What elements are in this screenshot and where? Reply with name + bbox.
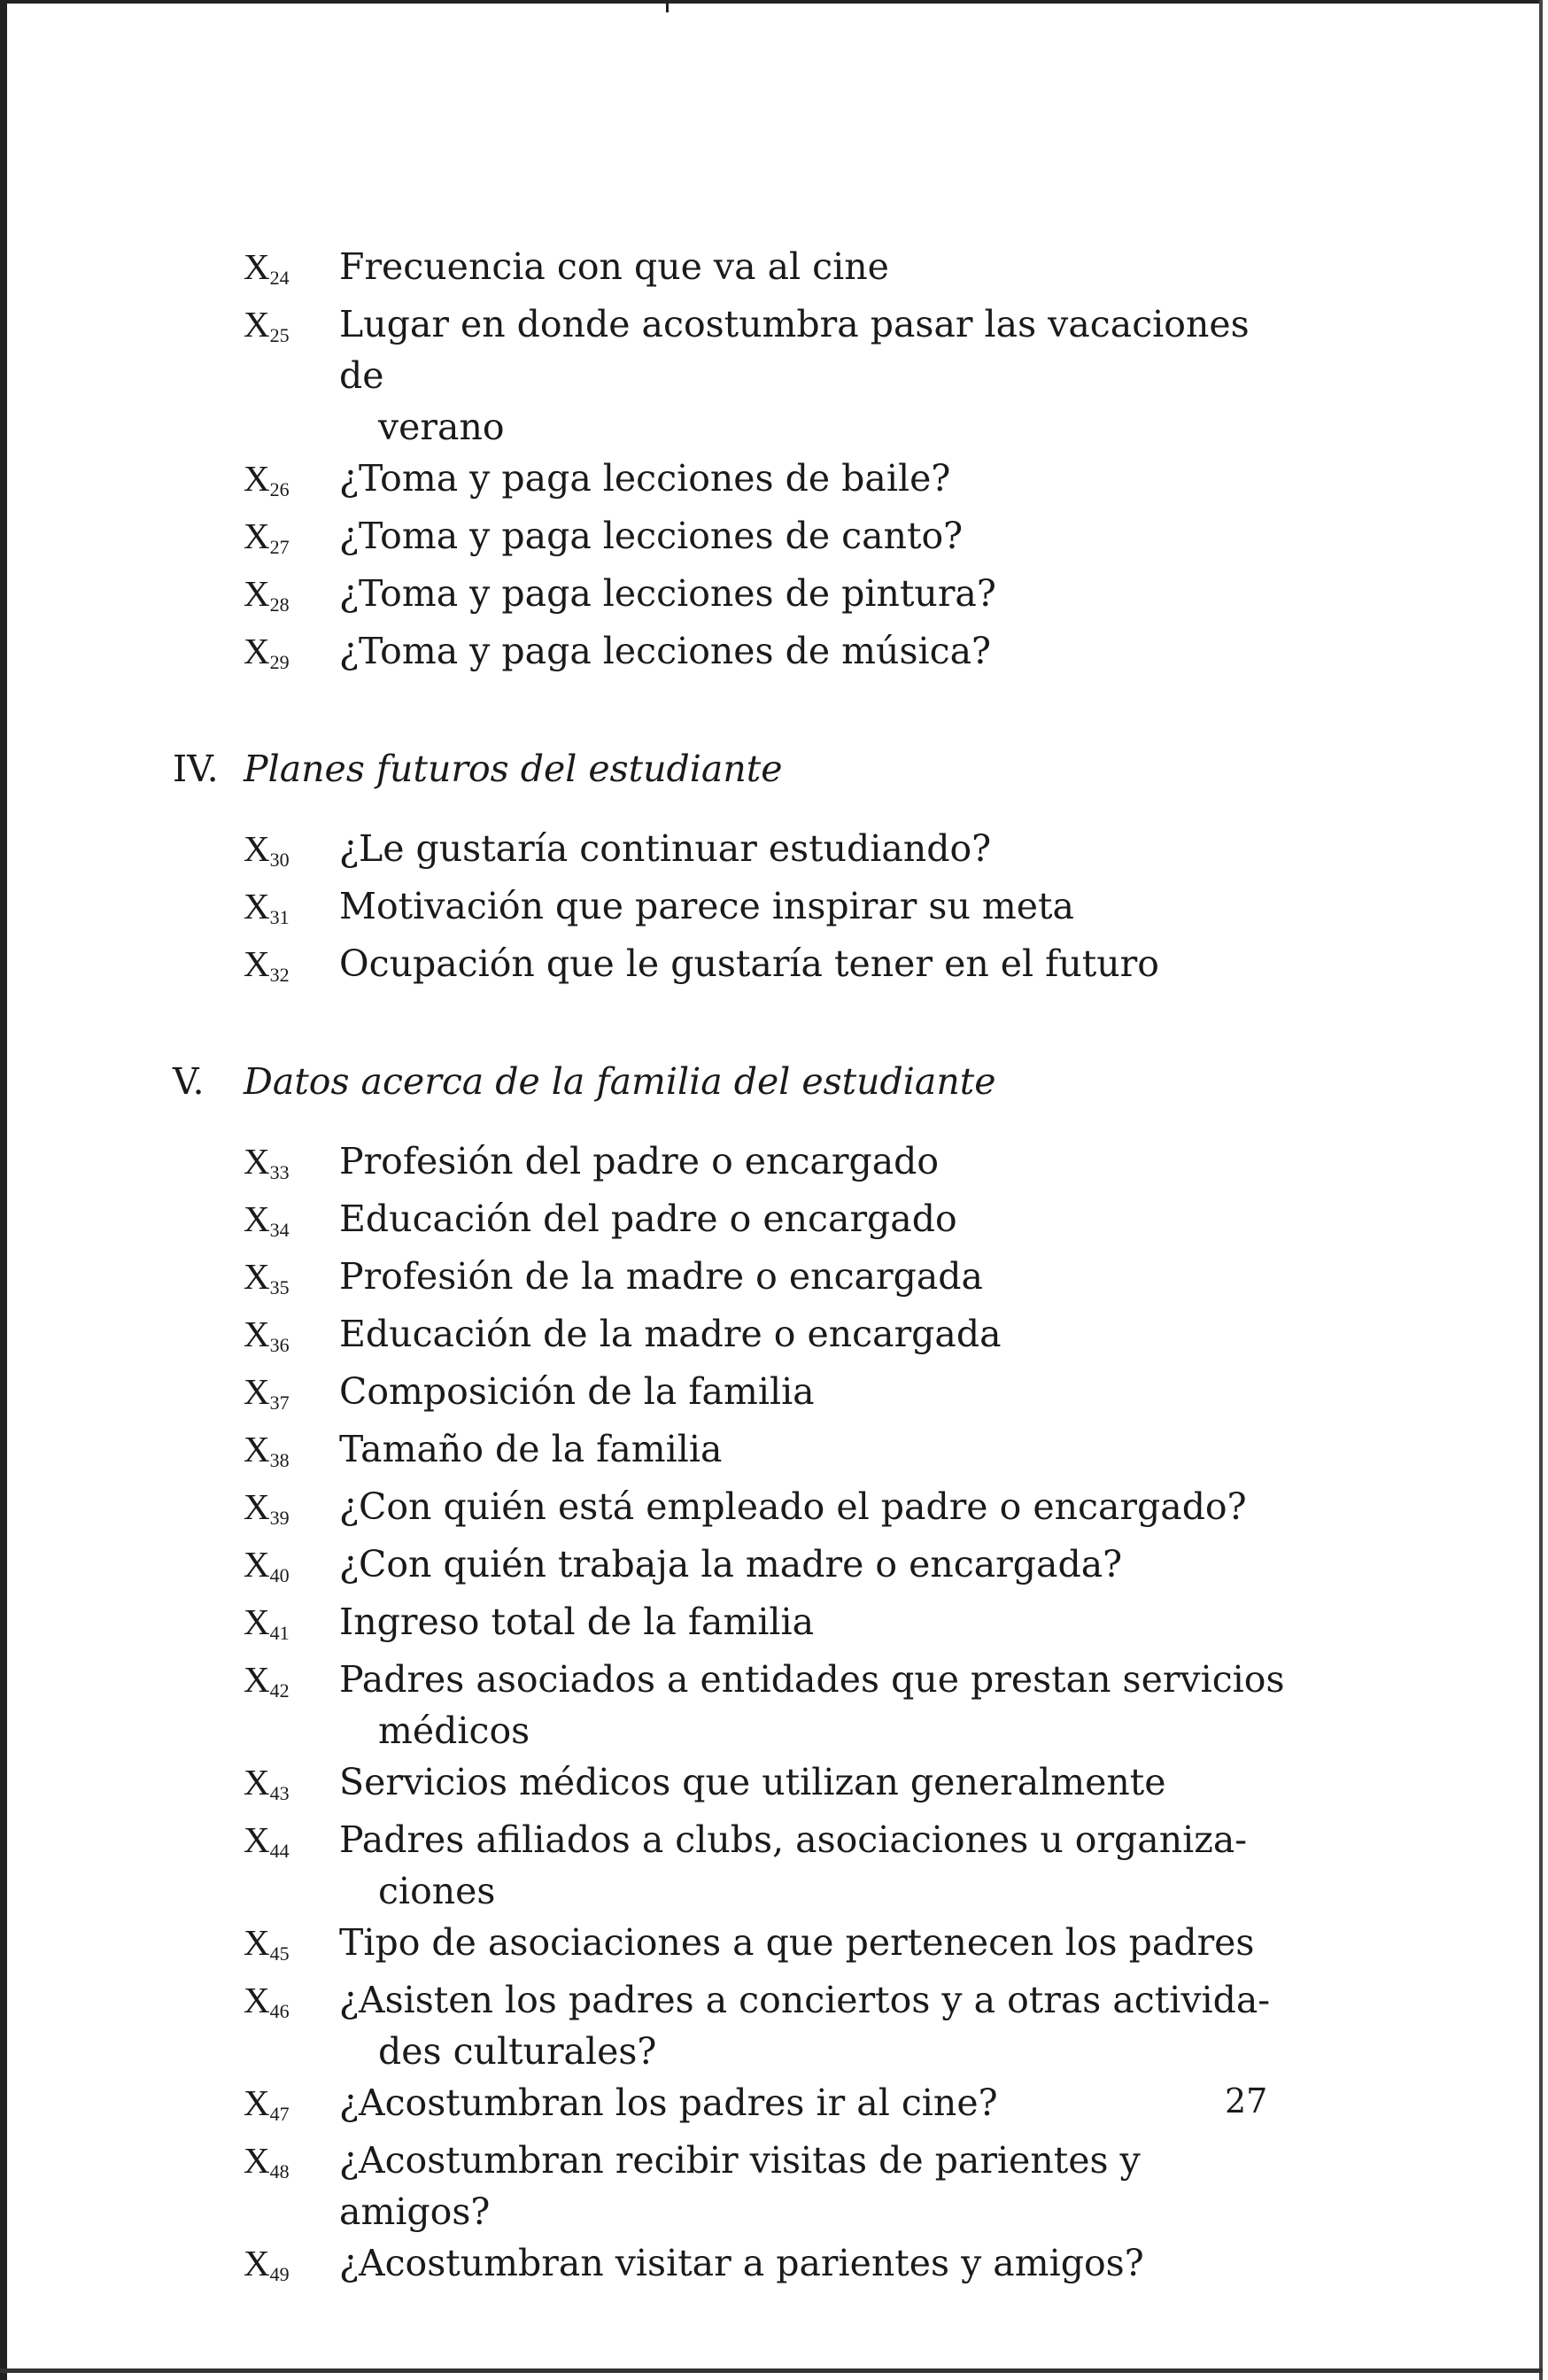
description-line: Motivación que parece inspirar su meta	[339, 885, 1074, 927]
variable-description	[339, 1539, 1289, 1590]
variable-description	[339, 2135, 1289, 2237]
variable-subscript: 34	[269, 1219, 290, 1241]
variable-description	[339, 625, 1289, 677]
variable-item	[244, 298, 1289, 453]
variable-code	[244, 1481, 339, 1539]
variable-item	[244, 1974, 1289, 2077]
variable-description	[339, 1814, 1289, 1917]
variable-subscript: 47	[269, 2103, 290, 2125]
description-line: Profesión de la madre o encargada	[339, 1255, 983, 1298]
variable-subscript: 44	[269, 1840, 290, 1862]
variable-subscript: 28	[269, 593, 290, 616]
variable-subscript: 31	[269, 906, 290, 928]
variable-letter: X	[244, 304, 270, 345]
variable-subscript: 39	[269, 1507, 290, 1529]
variable-code	[244, 298, 339, 356]
variable-item	[244, 938, 1289, 996]
variable-description	[339, 510, 1289, 562]
variable-list	[173, 241, 1289, 2295]
variable-subscript: 24	[269, 267, 290, 289]
variable-description	[339, 1193, 1289, 1244]
description-line: Tamaño de la familia	[339, 1428, 723, 1470]
variable-subscript: 46	[269, 2000, 290, 2022]
variable-code	[244, 938, 339, 996]
variable-item	[244, 568, 1289, 625]
variable-letter: X	[244, 246, 270, 287]
variable-letter: X	[244, 516, 270, 556]
variable-group-future-plans	[244, 823, 1289, 996]
description-line: Educación del padre o encargado	[339, 1198, 957, 1240]
variable-item	[244, 1308, 1289, 1366]
variable-code	[244, 625, 339, 683]
description-line: Padres asociados a entidades que prestan servicios	[339, 1658, 1285, 1701]
description-line: ¿Con quién trabaja la madre o encargada?	[339, 1543, 1123, 1585]
variable-code	[244, 568, 339, 625]
variable-description	[339, 1654, 1289, 1756]
variable-item	[244, 241, 1289, 298]
variable-letter: X	[244, 1922, 270, 1963]
variable-letter: X	[244, 573, 270, 614]
variable-letter: X	[244, 2082, 270, 2123]
variable-item	[244, 2237, 1289, 2295]
variable-description	[339, 1366, 1289, 1417]
variable-letter: X	[244, 2243, 270, 2283]
variable-letter: X	[244, 1314, 270, 1354]
variable-item	[244, 510, 1289, 568]
variable-subscript: 25	[269, 324, 290, 346]
variable-description	[339, 1481, 1289, 1532]
variable-item	[244, 2135, 1289, 2237]
description-line: ¿Acostumbran recibir visitas de parientes y amigos?	[339, 2139, 1141, 2233]
description-line: ¿Toma y paga lecciones de canto?	[339, 515, 964, 557]
variable-letter: X	[244, 1601, 270, 1642]
description-continuation: médicos	[378, 1709, 530, 1752]
variable-code	[244, 1814, 339, 1872]
variable-item	[244, 1136, 1289, 1193]
variable-letter: X	[244, 1198, 270, 1239]
variable-item	[244, 1756, 1289, 1814]
page-top-tick	[666, 0, 669, 12]
variable-item	[244, 1917, 1289, 1974]
variable-letter: X	[244, 886, 270, 926]
description-line: Servicios médicos que utilizan generalmente	[339, 1761, 1166, 1803]
description-line: Frecuencia con que va al cine	[339, 245, 889, 288]
section-heading-v	[173, 1056, 1289, 1107]
section-title: Datos acerca de la familia del estudiante	[244, 1060, 996, 1103]
description-line: Lugar en donde acostumbra pasar las vacaciones de	[339, 303, 1250, 397]
description-line: Tipo de asociaciones a que pertenecen los padres	[339, 1921, 1255, 1964]
variable-code	[244, 1193, 339, 1251]
variable-description	[339, 1917, 1289, 1968]
variable-subscript: 29	[269, 651, 290, 673]
description-continuation: ciones	[378, 1870, 496, 1912]
variable-letter: X	[244, 1762, 270, 1802]
variable-code	[244, 1974, 339, 2032]
variable-description	[339, 1596, 1289, 1647]
description-line: ¿Con quién está empleado el padre o encargado?	[339, 1485, 1247, 1528]
section-number: IV.	[173, 748, 219, 790]
variable-code	[244, 2237, 339, 2295]
variable-code	[244, 1366, 339, 1423]
variable-item	[244, 2077, 1289, 2135]
variable-code	[244, 241, 339, 298]
section-title: Planes futuros del estudiante	[244, 748, 783, 790]
section-heading-iv	[173, 743, 1289, 795]
variable-subscript: 30	[269, 849, 290, 871]
variable-description	[339, 1308, 1289, 1360]
variable-item	[244, 1814, 1289, 1917]
variable-subscript: 36	[269, 1334, 290, 1356]
variable-description	[339, 453, 1289, 504]
variable-letter: X	[244, 1371, 270, 1412]
variable-letter: X	[244, 631, 270, 671]
variable-letter: X	[244, 828, 270, 869]
variable-description	[339, 568, 1289, 619]
variable-subscript: 49	[269, 2263, 290, 2285]
page-border-top	[0, 0, 1543, 4]
variable-subscript: 35	[269, 1276, 290, 1299]
variable-description	[339, 1974, 1289, 2077]
description-line: ¿Le gustaría continuar estudiando?	[339, 827, 992, 870]
variable-letter: X	[244, 1486, 270, 1527]
variable-group-leisure	[244, 241, 1289, 683]
variable-subscript: 41	[269, 1622, 290, 1644]
description-continuation: des culturales?	[378, 2030, 657, 2073]
variable-subscript: 38	[269, 1449, 290, 1471]
description-line: Profesión del padre o encargado	[339, 1140, 940, 1182]
description-line: ¿Toma y paga lecciones de música?	[339, 630, 991, 672]
variable-code	[244, 2135, 339, 2192]
description-line: ¿Acostumbran visitar a parientes y amigos?	[339, 2242, 1144, 2284]
variable-description	[339, 241, 1289, 292]
variable-code	[244, 510, 339, 568]
variable-letter: X	[244, 1141, 270, 1182]
variable-group-family	[244, 1136, 1289, 2295]
variable-item	[244, 1366, 1289, 1423]
variable-item	[244, 453, 1289, 510]
variable-item	[244, 1251, 1289, 1308]
variable-code	[244, 880, 339, 938]
variable-item	[244, 1596, 1289, 1654]
variable-letter: X	[244, 1819, 270, 1860]
variable-subscript: 37	[269, 1392, 290, 1414]
variable-description	[339, 2237, 1289, 2289]
variable-letter: X	[244, 1659, 270, 1700]
variable-code	[244, 1917, 339, 1974]
description-line: Padres afiliados a clubs, asociaciones u organiza-	[339, 1818, 1248, 1861]
variable-code	[244, 1136, 339, 1193]
variable-letter: X	[244, 458, 270, 499]
variable-item	[244, 1654, 1289, 1756]
variable-code	[244, 1423, 339, 1481]
description-line: Composición de la familia	[339, 1370, 815, 1413]
variable-description	[339, 298, 1289, 453]
variable-subscript: 40	[269, 1564, 290, 1586]
variable-letter: X	[244, 1544, 270, 1585]
variable-description	[339, 1136, 1289, 1187]
variable-item	[244, 880, 1289, 938]
variable-subscript: 42	[269, 1679, 290, 1702]
variable-letter: X	[244, 943, 270, 984]
variable-letter: X	[244, 1429, 270, 1469]
variable-subscript: 27	[269, 536, 290, 558]
variable-letter: X	[244, 1980, 270, 2020]
page-number: 27	[1225, 2082, 1268, 2120]
variable-code	[244, 1308, 339, 1366]
section-number: V.	[173, 1060, 205, 1103]
variable-description	[339, 1251, 1289, 1302]
variable-item	[244, 1193, 1289, 1251]
variable-description	[339, 2077, 1289, 2128]
variable-subscript: 33	[269, 1161, 290, 1183]
variable-subscript: 48	[269, 2160, 290, 2182]
variable-subscript: 32	[269, 964, 290, 986]
variable-description	[339, 880, 1289, 932]
page-border-right	[1539, 0, 1543, 2380]
variable-code	[244, 1251, 339, 1308]
variable-subscript: 45	[269, 1942, 290, 1965]
variable-description	[339, 1756, 1289, 1808]
description-line: ¿Toma y paga lecciones de baile?	[339, 457, 951, 500]
variable-code	[244, 1654, 339, 1711]
variable-code	[244, 1596, 339, 1654]
variable-code	[244, 1756, 339, 1814]
variable-subscript: 26	[269, 478, 290, 500]
description-line: Ingreso total de la familia	[339, 1601, 815, 1643]
variable-subscript: 43	[269, 1782, 290, 1804]
variable-item	[244, 1539, 1289, 1596]
variable-item	[244, 625, 1289, 683]
variable-letter: X	[244, 1256, 270, 1297]
page-border-left	[0, 0, 7, 2380]
variable-letter: X	[244, 2140, 270, 2181]
variable-code	[244, 2077, 339, 2135]
description-line: Ocupación que le gustaría tener en el futuro	[339, 942, 1159, 985]
variable-item	[244, 823, 1289, 880]
description-line: ¿Asisten los padres a conciertos y a otras activida-	[339, 1979, 1271, 2021]
description-continuation: verano	[378, 406, 505, 448]
variable-code	[244, 823, 339, 880]
variable-description	[339, 938, 1289, 989]
description-line: ¿Acostumbran los padres ir al cine?	[339, 2082, 998, 2124]
page-border-bottom	[0, 2368, 1543, 2373]
variable-code	[244, 1539, 339, 1596]
variable-item	[244, 1481, 1289, 1539]
description-line: Educación de la madre o encargada	[339, 1313, 1002, 1355]
variable-code	[244, 453, 339, 510]
variable-description	[339, 1423, 1289, 1475]
variable-item	[244, 1423, 1289, 1481]
description-line: ¿Toma y paga lecciones de pintura?	[339, 572, 996, 615]
variable-description	[339, 823, 1289, 874]
